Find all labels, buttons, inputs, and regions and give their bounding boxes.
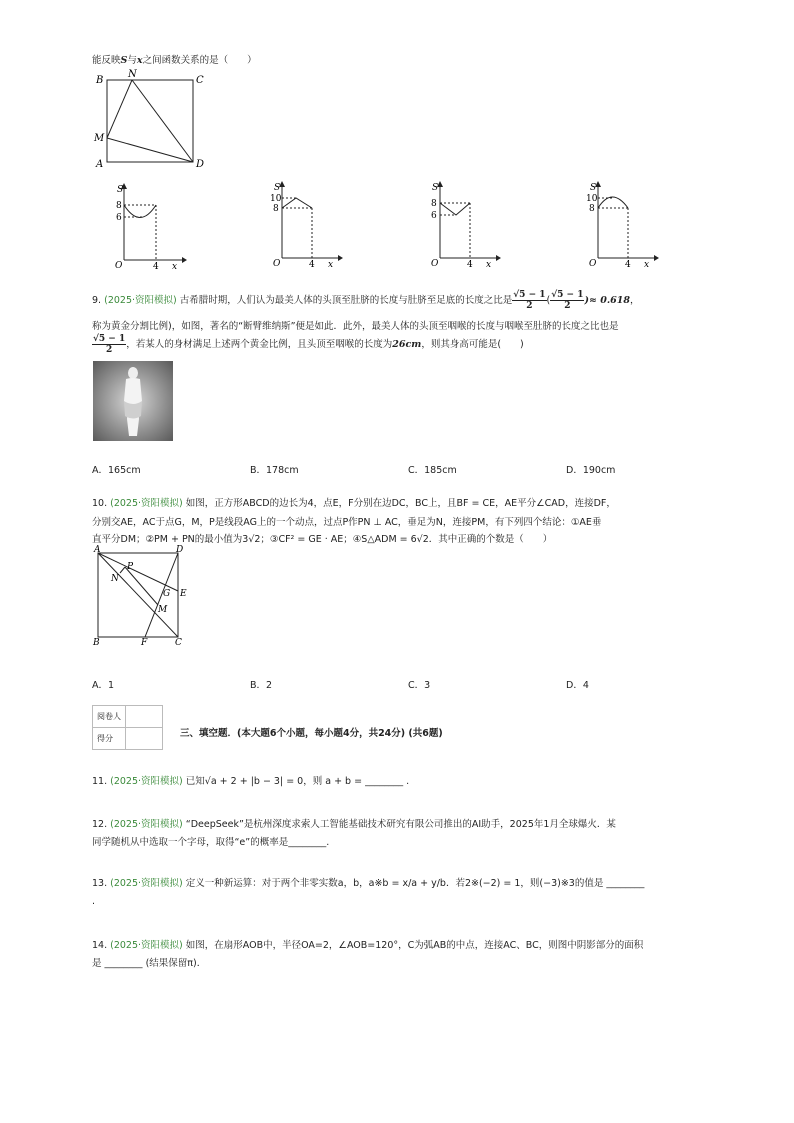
q9-option-a[interactable]: A．165cm	[92, 465, 141, 476]
score-cell-grader[interactable]	[126, 706, 163, 728]
score-table	[92, 705, 163, 750]
q13-line2: .	[92, 896, 96, 907]
svg-text:F: F	[141, 638, 148, 648]
q14-answer-blank[interactable]: ________	[104, 958, 143, 969]
svg-text:D: D	[176, 545, 184, 555]
svg-text:x: x	[328, 260, 334, 268]
q9-option-d[interactable]: D．190cm	[566, 465, 616, 476]
q8-graph-b	[268, 178, 343, 268]
svg-text:O: O	[589, 259, 597, 268]
q8-square-figure	[92, 68, 212, 172]
q8-tail-text: 能反映S与x之间函数关系的是（ ）	[92, 55, 257, 66]
q12-line1: 12. (2025·资阳模拟) “DeepSeek”是杭州深度求索人工智能基础技术研究有限公司推出的AI助手，2025年1月全球爆火．某	[92, 819, 616, 830]
label-M: M	[94, 133, 105, 144]
q10-option-d[interactable]: D．4	[566, 680, 589, 691]
q12-line2: 同学随机从中选取一个字母，取得“e”的概率是________.	[92, 837, 330, 848]
svg-text:x: x	[644, 260, 650, 268]
svg-text:B: B	[93, 638, 100, 648]
svg-text:6: 6	[431, 211, 437, 221]
q8-graph-d	[584, 178, 659, 268]
q9-option-c[interactable]: C．185cm	[408, 465, 457, 476]
svg-text:8: 8	[589, 204, 595, 214]
svg-text:x: x	[172, 262, 178, 270]
svg-text:S: S	[590, 183, 597, 193]
score-cell-score[interactable]	[126, 728, 163, 750]
q10-line2: 分别交AE，AC于点G，M，P是线段AG上的一个动点，过点P作PN ⊥ AC，垂足为N，连接PM，有下列四个结论：①AE垂	[92, 517, 602, 528]
q9-line3: $\frac{√5 - 1}{2}$ ，若某人的身材满足上述两个黄金比例，且头顶至咽喉的长度为26cm，则其身高可能是( )	[93, 334, 524, 355]
q9-line2: 称为黄金分割比例)，如图，著名的“断臂维纳斯”便是如此．此外，最美人体的头顶至咽喉的长度与咽喉至肚脐的长度之比也是	[92, 321, 619, 332]
svg-text:S: S	[274, 183, 281, 193]
svg-text:4: 4	[153, 262, 159, 270]
q9-line1: 9. (2025·资阳模拟) 古希腊时期，人们认为最美人体的头顶至肚脐的长度与肚脐至足底的长度之比是 $\frac{√5 - 1}{2}$ ( $\frac{√5 - 1}{2}$ )≈ 0.618，	[92, 290, 640, 311]
svg-text:8: 8	[273, 204, 279, 214]
svg-text:10: 10	[586, 194, 598, 204]
q10-option-a[interactable]: A．1	[92, 680, 115, 691]
q10-line1: 10. (2025·资阳模拟) 如图，正方形ABCD的边长为4，点E，F分别在边DC，BC上，且BF = CE，AE平分∠CAD，连接DF，	[92, 498, 616, 509]
svg-text:S: S	[432, 183, 439, 193]
svg-text:4: 4	[467, 260, 473, 268]
q9-option-b[interactable]: B．178cm	[250, 465, 299, 476]
q14-line2: 是 ________ (结果保留π)．	[92, 958, 207, 969]
svg-text:C: C	[175, 638, 182, 648]
svg-text:E: E	[180, 589, 187, 599]
svg-text:N: N	[111, 574, 119, 584]
svg-text:M: M	[158, 605, 168, 615]
section3-title: 三、填空题．(本大题6个小题，每小题4分，共24分) (共6题)	[180, 728, 443, 739]
svg-text:4: 4	[309, 260, 315, 268]
label-N: N	[128, 69, 137, 80]
svg-text:4: 4	[625, 260, 631, 268]
score-label-score: 得分	[93, 728, 126, 750]
svg-text:G: G	[163, 589, 171, 599]
q13-line1: 13. (2025·资阳模拟) 定义一种新运算：对于两个非零实数a，b，a※b = x/a + y/b．若2※(−2) = 1，则(−3)※3的值是 ________	[92, 878, 645, 889]
score-label-grader: 阅卷人	[93, 706, 126, 728]
q14-line1: 14. (2025·资阳模拟) 如图，在扇形AOB中，半径OA=2，∠AOB=120°，C为弧AB的中点，连接AC、BC，则图中阴影部分的面积	[92, 940, 644, 951]
label-A: A	[96, 159, 104, 170]
q9-frac-c: $\frac{√5 - 1}{2}$	[93, 334, 126, 355]
svg-text:O: O	[431, 259, 439, 268]
q10-square-figure	[90, 545, 190, 650]
venus-statue-image	[93, 361, 173, 441]
svg-text:x: x	[486, 260, 492, 268]
q11-line: 11. (2025·资阳模拟) 已知√a + 2 + |b − 3| = 0，则 a + b = ________ .	[92, 776, 410, 787]
q9-frac-a: $\frac{√5 - 1}{2}$	[513, 290, 546, 311]
svg-text:8: 8	[431, 199, 437, 209]
svg-text:O: O	[273, 259, 281, 268]
svg-text:P: P	[127, 562, 134, 572]
svg-text:A: A	[94, 545, 101, 555]
svg-text:S: S	[117, 185, 124, 195]
svg-text:6: 6	[116, 213, 122, 223]
label-D: D	[196, 159, 205, 170]
label-B: B	[96, 75, 104, 86]
label-C: C	[196, 75, 204, 86]
svg-text:10: 10	[270, 194, 282, 204]
svg-text:O: O	[115, 261, 123, 270]
q8-graph-c	[426, 178, 501, 268]
q10-line3: 直平分DM；②PM + PN的最小值为3√2；③CF² = GE · AE；④S△ADM = 6√2．其中正确的个数是（ ）	[92, 534, 553, 545]
q10-option-c[interactable]: C．3	[408, 680, 431, 691]
q8-graph-a	[112, 180, 187, 270]
q9-frac-b: $\frac{√5 - 1}{2}$	[551, 290, 584, 311]
svg-text:8: 8	[116, 201, 122, 211]
q10-option-b[interactable]: B．2	[250, 680, 273, 691]
